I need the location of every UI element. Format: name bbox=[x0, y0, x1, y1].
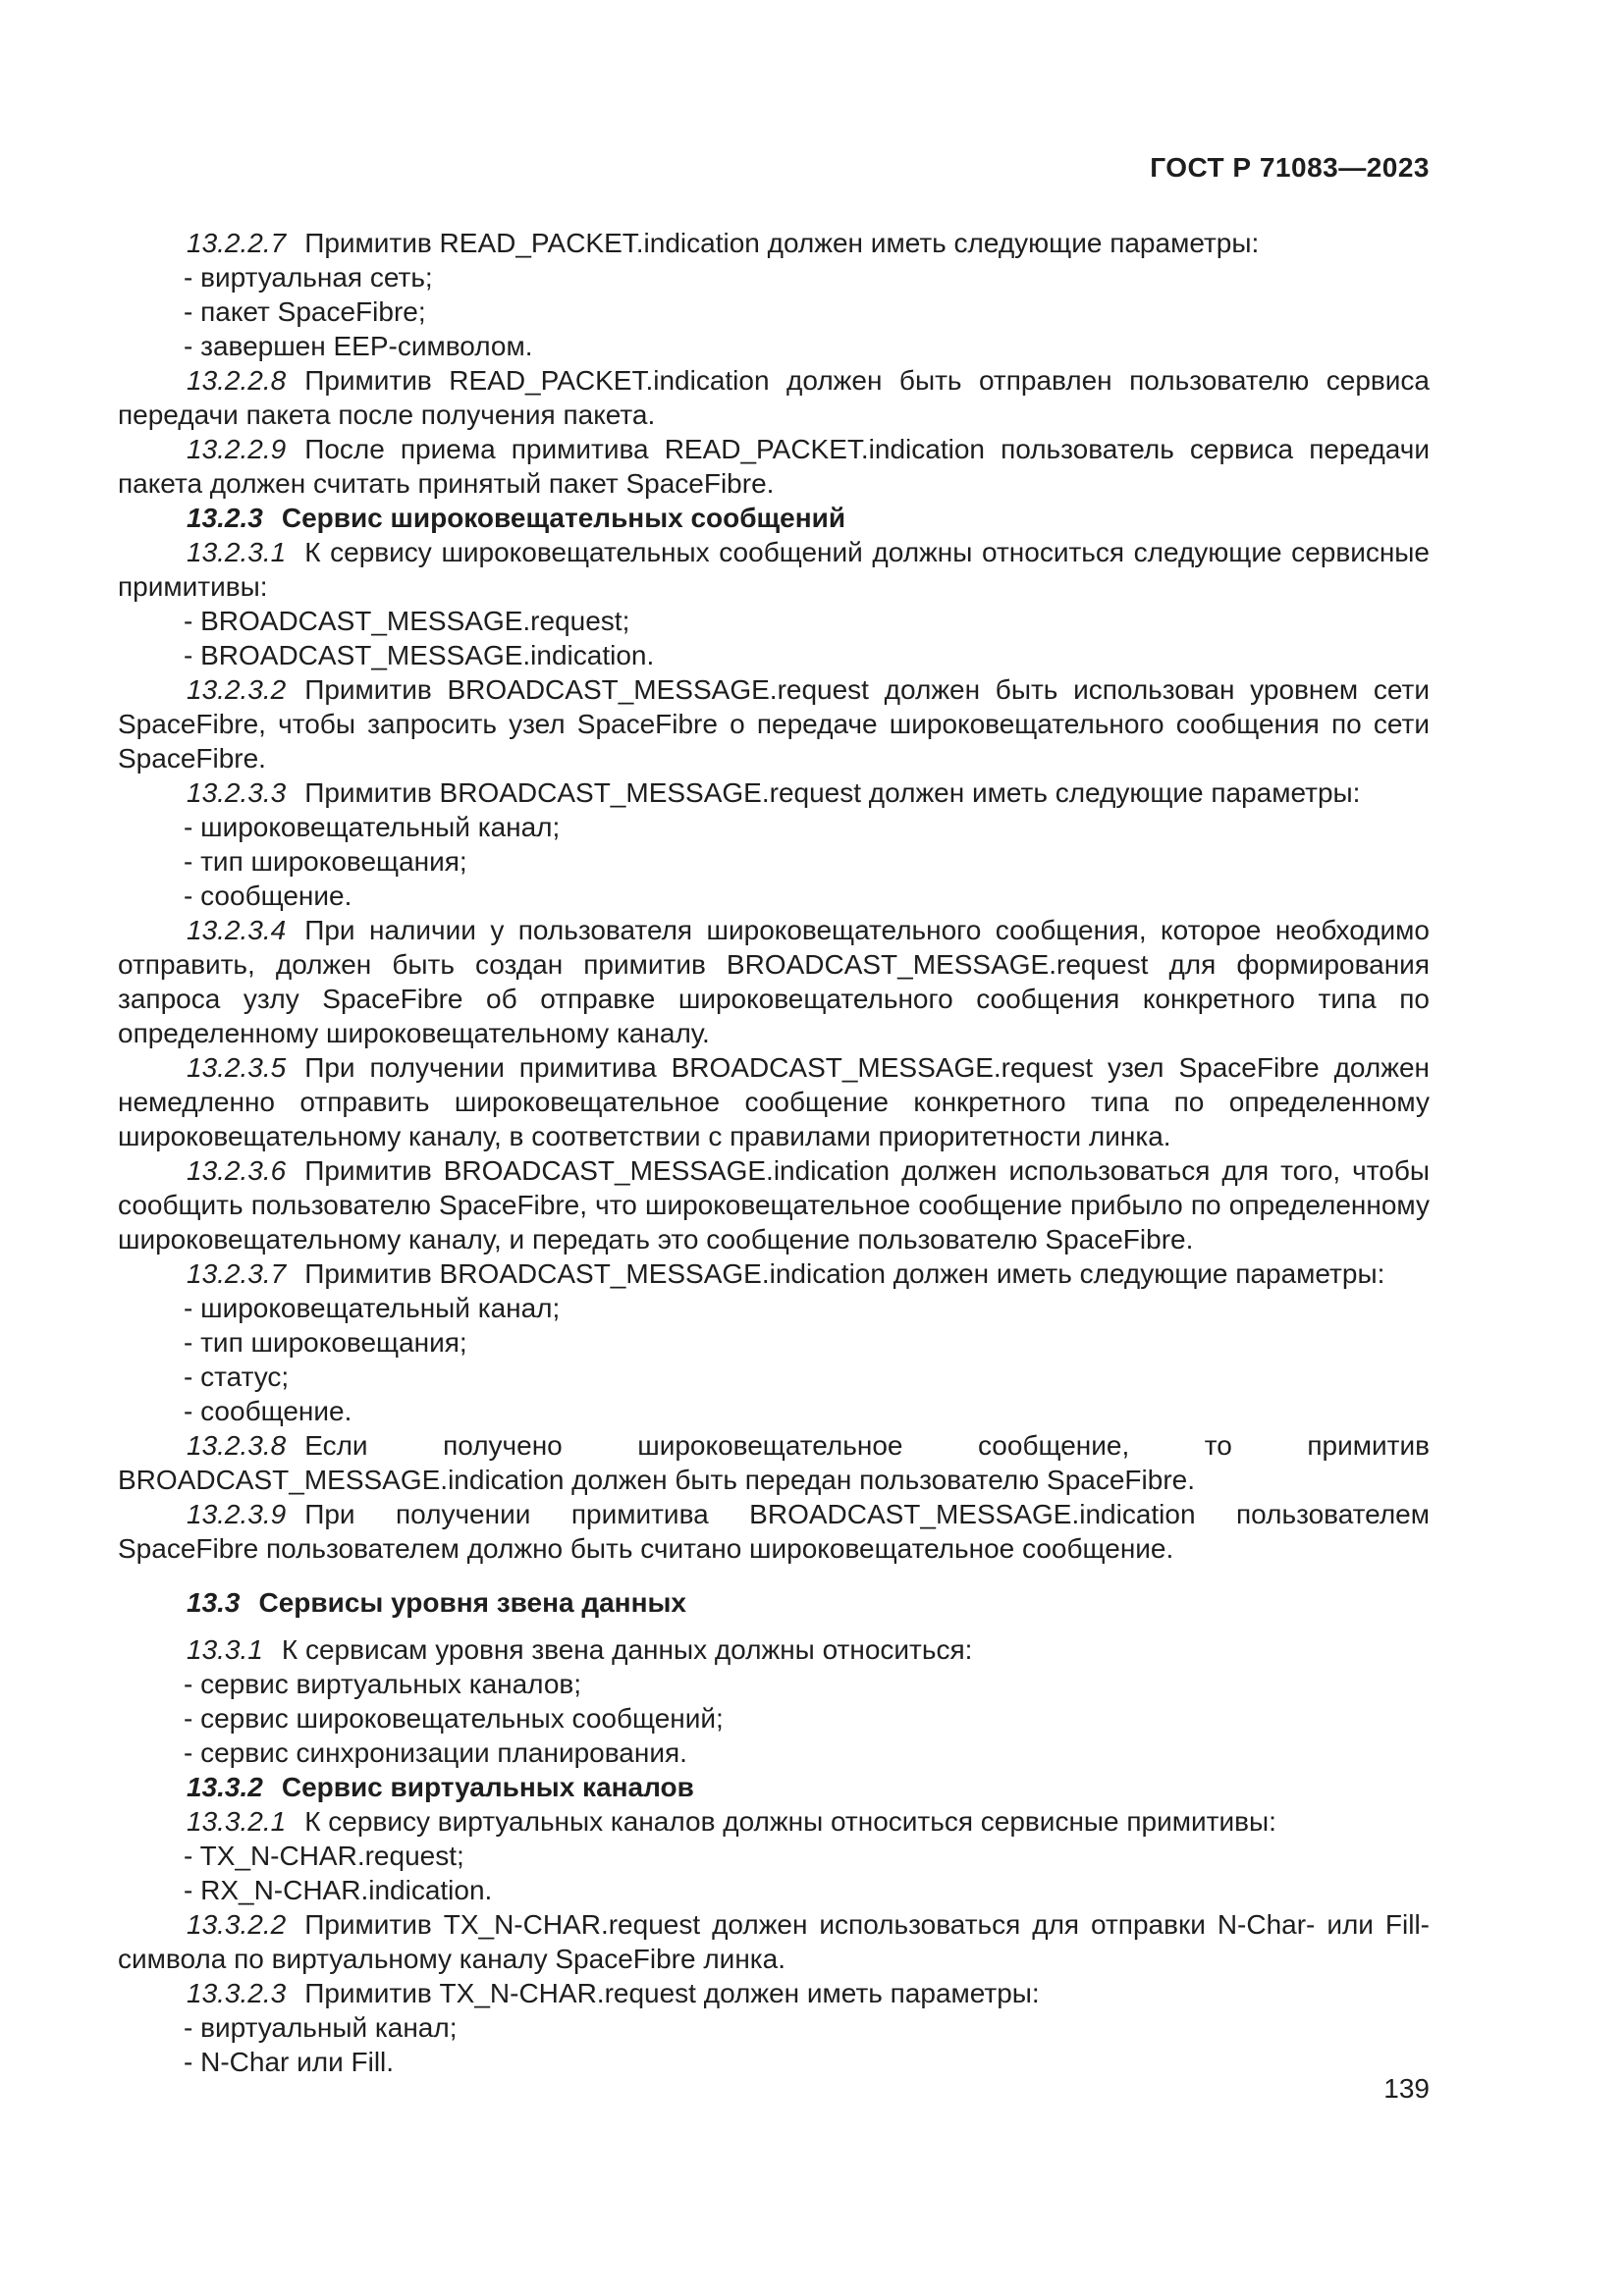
clause-number: 13.2.2.9 bbox=[187, 434, 287, 464]
clause-text: Примитив BROADCAST_MESSAGE.request должен быть использован уровнем сети SpaceFibre, чтобы запросить узел SpaceFibre о передаче широковещательного сообщения по сети SpaceFibre. bbox=[118, 674, 1430, 774]
clause-text: Сервисы уровня звена данных bbox=[258, 1587, 686, 1618]
list-item: - виртуальный канал; bbox=[184, 2012, 458, 2043]
clause-number: 13.2.3.2 bbox=[187, 674, 287, 705]
list-item: - BROADCAST_MESSAGE.request; bbox=[184, 606, 630, 636]
clause-number: 13.2.3.4 bbox=[187, 915, 287, 945]
clause-text: К сервисам уровня звена данных должны относиться: bbox=[281, 1634, 973, 1665]
list-item: - N-Char или Fill. bbox=[184, 2047, 395, 2077]
list-item: - широковещательный канал; bbox=[184, 1293, 561, 1323]
clause-number: 13.2.2.7 bbox=[187, 228, 287, 258]
standard-designation: ГОСТ Р 71083—2023 bbox=[1150, 152, 1430, 183]
clause-number: 13.2.3.6 bbox=[187, 1155, 287, 1186]
list-item: - пакет SpaceFibre; bbox=[184, 296, 426, 327]
clause-paragraph bbox=[118, 226, 1430, 260]
clause-text: Примитив BROADCAST_MESSAGE.indication должен иметь следующие параметры: bbox=[304, 1258, 1385, 1289]
clause-text: Примитив TX_N-CHAR.request должен использоваться для отправки N-Char- или Fill-символа по виртуальному каналу SpaceFibre линка. bbox=[118, 1909, 1430, 1974]
clause-paragraph bbox=[118, 672, 1430, 775]
clause-text: При наличии у пользователя широковещательного сообщения, которое необходимо отправить, должен быть создан примитив BROADCAST_MESSAGE.request для формирования запроса узлу SpaceFibre об отправке широковещательного сообщения конкретного типа по определенному широковещательному каналу. bbox=[118, 915, 1430, 1048]
clause-paragraph bbox=[118, 775, 1430, 810]
clause-text: Сервис широковещательных сообщений bbox=[281, 503, 846, 533]
clause-text: Примитив READ_PACKET.indication должен быть отправлен пользователю сервиса передачи пакета после получения пакета. bbox=[118, 365, 1430, 430]
clause-number: 13.2.3.7 bbox=[187, 1258, 287, 1289]
page-header bbox=[118, 152, 1430, 184]
list-item: - тип широковещания; bbox=[184, 1327, 467, 1358]
clause-paragraph bbox=[118, 1804, 1430, 1839]
clause-number: 13.2.3 bbox=[187, 503, 263, 533]
clause-number: 13.3 bbox=[187, 1587, 241, 1618]
clause-number: 13.2.3.9 bbox=[187, 1499, 287, 1529]
clause-paragraph bbox=[118, 1428, 1430, 1497]
list-item: - тип широковещания; bbox=[184, 846, 467, 877]
clause-number: 13.3.1 bbox=[187, 1634, 263, 1665]
clause-paragraph bbox=[118, 1497, 1430, 1566]
clause-paragraph bbox=[118, 1976, 1430, 2010]
clause-paragraph bbox=[118, 1907, 1430, 1976]
list-item: - виртуальная сеть; bbox=[184, 262, 433, 293]
subsection-heading bbox=[118, 1770, 1430, 1804]
clause-text: К сервису виртуальных каналов должны относиться сервисные примитивы: bbox=[304, 1806, 1276, 1837]
clause-paragraph bbox=[118, 363, 1430, 432]
clause-number: 13.2.3.5 bbox=[187, 1052, 287, 1083]
page-footer bbox=[118, 2073, 1430, 2105]
list-item: - сервис широковещательных сообщений; bbox=[184, 1703, 724, 1734]
clause-text: Сервис виртуальных каналов bbox=[281, 1772, 694, 1802]
section-heading bbox=[118, 1585, 1430, 1620]
list-item: - завершен EEP-символом. bbox=[184, 331, 533, 361]
clause-paragraph bbox=[118, 1153, 1430, 1256]
list-item: - сообщение. bbox=[184, 1396, 352, 1426]
clause-number: 13.3.2.2 bbox=[187, 1909, 287, 1940]
list-item: - сервис виртуальных каналов; bbox=[184, 1669, 582, 1699]
clause-paragraph bbox=[118, 913, 1430, 1050]
clause-number: 13.2.3.8 bbox=[187, 1430, 287, 1461]
clause-paragraph bbox=[118, 1256, 1430, 1291]
clause-number: 13.3.2.1 bbox=[187, 1806, 287, 1837]
clause-paragraph bbox=[118, 535, 1430, 604]
list-item: - BROADCAST_MESSAGE.indication. bbox=[184, 640, 655, 670]
clause-text: Примитив TX_N-CHAR.request должен иметь параметры: bbox=[304, 1978, 1040, 2008]
clause-number: 13.3.2.3 bbox=[187, 1978, 287, 2008]
subsection-heading bbox=[118, 501, 1430, 535]
clause-number: 13.3.2 bbox=[187, 1772, 263, 1802]
clause-paragraph bbox=[118, 1632, 1430, 1667]
list-item: - RX_N-CHAR.indication. bbox=[184, 1875, 493, 1905]
document-body bbox=[118, 226, 1430, 2079]
clause-text: Примитив BROADCAST_MESSAGE.indication должен использоваться для того, чтобы сообщить пользователю SpaceFibre, что широковещательное сообщение прибыло по определенному широковещательному каналу, и передать это сообщение пользователю SpaceFibre. bbox=[118, 1155, 1430, 1255]
clause-paragraph bbox=[118, 1050, 1430, 1153]
list-item: - сообщение. bbox=[184, 881, 352, 911]
page-number: 139 bbox=[1383, 2073, 1430, 2104]
clause-paragraph bbox=[118, 432, 1430, 501]
clause-text: К сервису широковещательных сообщений должны относиться следующие сервисные примитивы: bbox=[118, 537, 1430, 602]
clause-text: После приема примитива READ_PACKET.indication пользователь сервиса передачи пакета должен считать принятый пакет SpaceFibre. bbox=[118, 434, 1430, 499]
clause-text: Если получено широковещательное сообщение, то примитив BROADCAST_MESSAGE.indication должен быть передан пользователю SpaceFibre. bbox=[118, 1430, 1430, 1495]
clause-text: При получении примитива BROADCAST_MESSAGE.request узел SpaceFibre должен немедленно отправить широковещательное сообщение конкретного типа по определенному широковещательному каналу, в соответствии с правилами приоритетности линка. bbox=[118, 1052, 1430, 1151]
list-item: - статус; bbox=[184, 1362, 290, 1392]
list-item: - сервис синхронизации планирования. bbox=[184, 1737, 687, 1768]
clause-text: Примитив BROADCAST_MESSAGE.request должен иметь следующие параметры: bbox=[304, 777, 1361, 808]
clause-number: 13.2.3.3 bbox=[187, 777, 287, 808]
clause-number: 13.2.3.1 bbox=[187, 537, 287, 567]
clause-text: Примитив READ_PACKET.indication должен иметь следующие параметры: bbox=[304, 228, 1260, 258]
list-item: - TX_N-CHAR.request; bbox=[184, 1841, 464, 1871]
clause-text: При получении примитива BROADCAST_MESSAGE.indication пользователем SpaceFibre пользователем должно быть считано широковещательное сообщение. bbox=[118, 1499, 1430, 1564]
list-item: - широковещательный канал; bbox=[184, 812, 561, 842]
clause-number: 13.2.2.8 bbox=[187, 365, 287, 396]
